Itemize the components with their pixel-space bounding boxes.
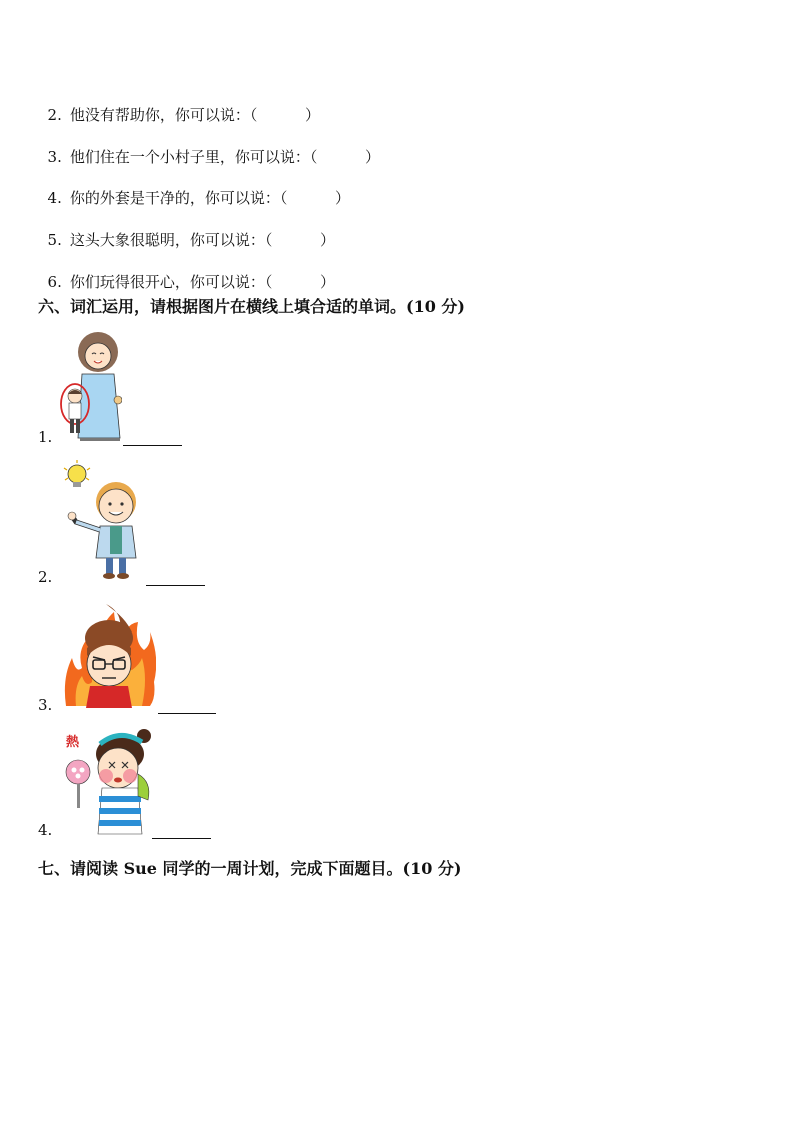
vocab-item-number: 4. xyxy=(38,821,53,839)
question-number: 2. xyxy=(47,106,62,124)
section-6-title: 六、词汇运用，请根据图片在横线上填合适的单词。(10 分) xyxy=(38,297,465,316)
answer-blank[interactable] xyxy=(152,838,211,839)
answer-blank[interactable] xyxy=(158,713,216,714)
answer-blank[interactable] xyxy=(146,585,205,586)
vocab-item-number: 3. xyxy=(38,696,53,714)
question-4 xyxy=(38,169,350,208)
question-number: 5. xyxy=(47,231,62,249)
section-7-title: 七、请阅读 Sue 同学的一周计划，完成下面题目。(10 分) xyxy=(38,859,462,878)
question-number: 6. xyxy=(47,273,62,291)
question-text: 这头大象很聪明，你可以说：（ ） xyxy=(69,231,336,249)
question-5 xyxy=(38,211,335,250)
vocab-item-1 xyxy=(38,428,238,448)
question-number: 4. xyxy=(47,189,62,207)
hot-caption: 熱 xyxy=(66,735,80,750)
question-text: 你们玩得很开心，你可以说：（ ） xyxy=(69,273,336,291)
boy-with-lightbulb-idea-illustration xyxy=(62,460,148,582)
vocab-item-3 xyxy=(38,696,278,716)
mother-and-child-illustration xyxy=(58,330,122,442)
answer-blank[interactable] xyxy=(123,445,182,446)
vocab-item-4 xyxy=(38,821,278,841)
question-3 xyxy=(38,128,380,167)
vocab-item-number: 1. xyxy=(38,428,53,446)
question-number: 3. xyxy=(47,148,62,166)
question-2 xyxy=(38,86,320,125)
question-text: 他们住在一个小村子里，你可以说：（ ） xyxy=(69,148,381,166)
hot-girl-with-fan-illustration xyxy=(62,724,154,836)
vocab-item-2 xyxy=(38,568,238,588)
question-text: 他没有帮助你，你可以说：（ ） xyxy=(69,106,321,124)
vocab-item-number: 2. xyxy=(38,568,53,586)
angry-girl-with-fire-illustration xyxy=(62,598,156,710)
question-text: 你的外套是干净的，你可以说：（ ） xyxy=(69,189,351,207)
question-6 xyxy=(38,253,335,292)
